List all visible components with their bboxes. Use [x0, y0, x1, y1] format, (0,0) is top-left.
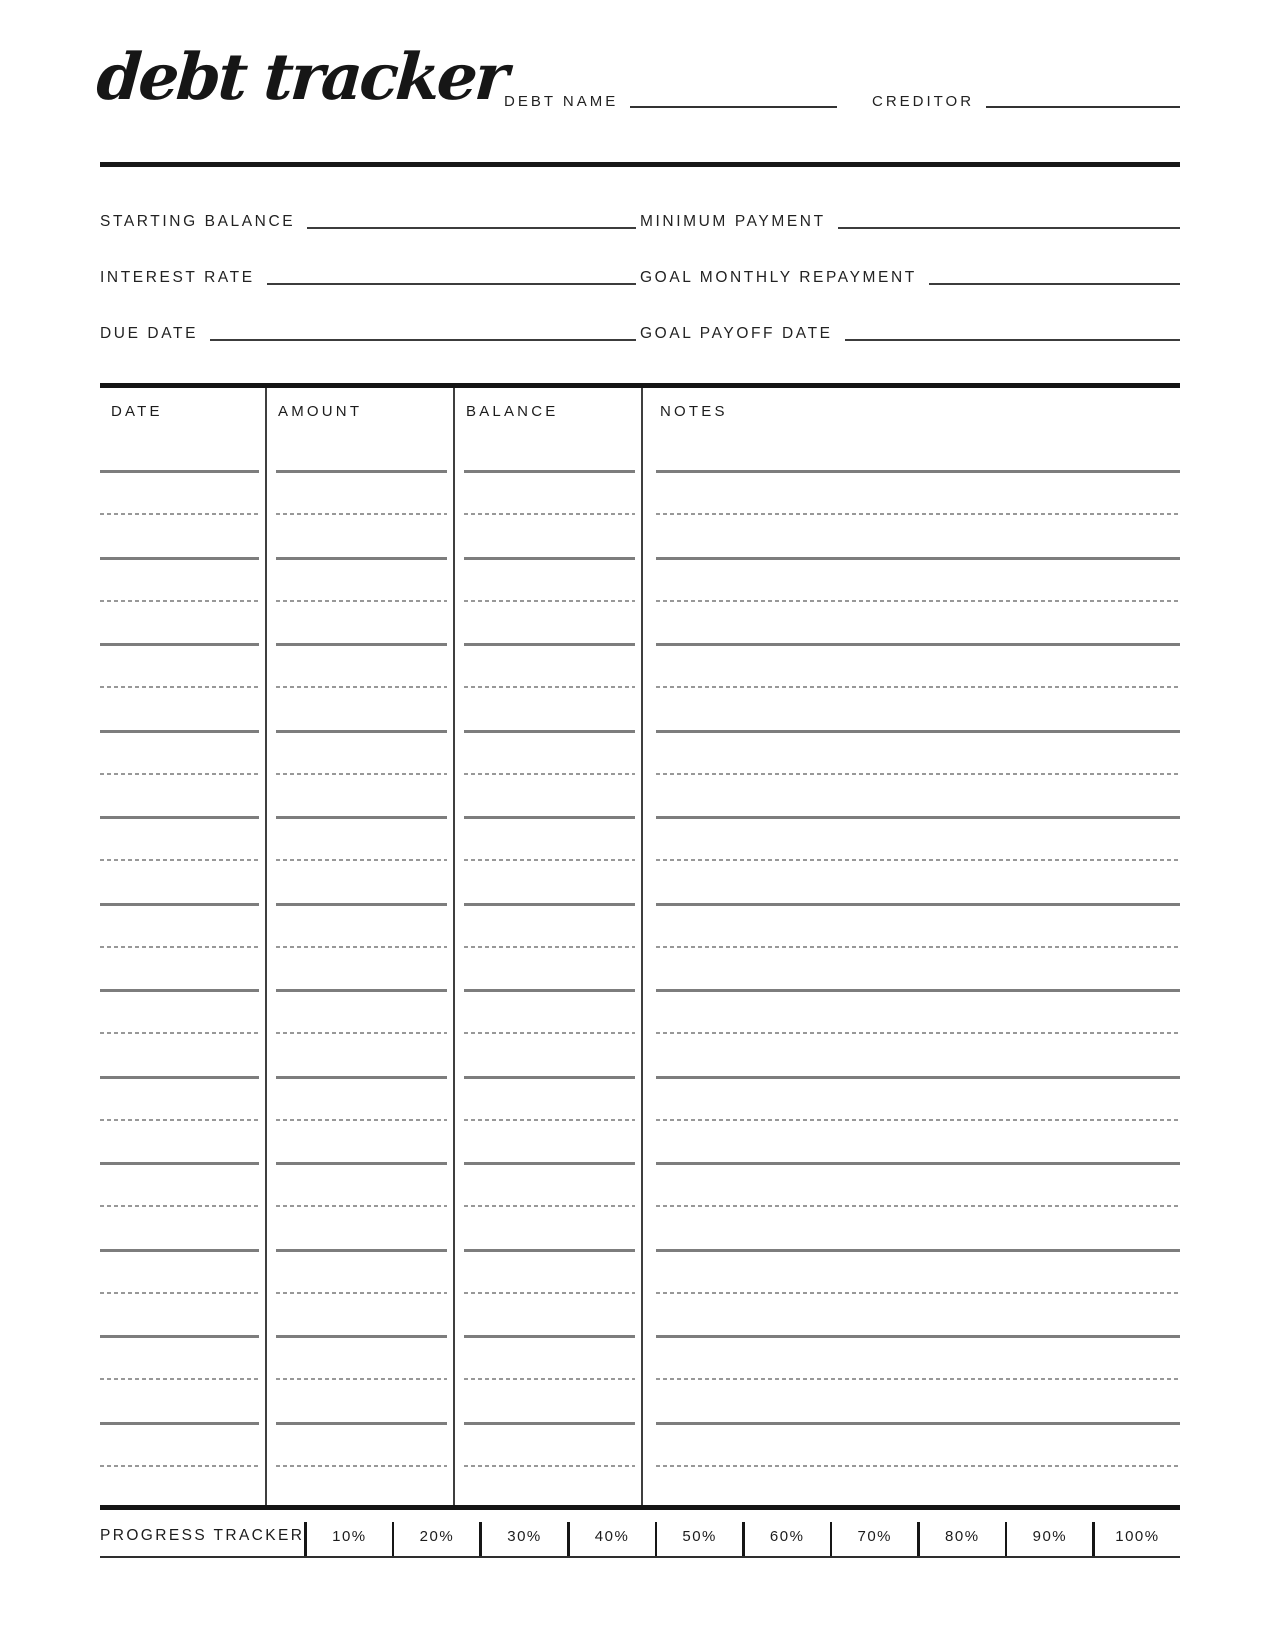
table-row-line — [656, 1422, 1180, 1425]
table-row-line — [100, 946, 259, 948]
table-row-line — [276, 557, 447, 560]
table-row-line — [100, 730, 259, 733]
due-date-line — [210, 339, 636, 341]
minimum-payment-line — [838, 227, 1180, 229]
table-row-line — [276, 1032, 447, 1034]
progress-tracker-label: PROGRESS TRACKER — [100, 1527, 305, 1544]
progress-step-100: 100% — [1115, 1527, 1160, 1545]
table-row-line — [464, 600, 635, 602]
table-row-line — [464, 859, 635, 861]
table-row-line — [100, 470, 259, 473]
table-row-line — [656, 730, 1180, 733]
table-row-line — [656, 773, 1180, 775]
table-row-line — [276, 859, 447, 861]
table-row-line — [656, 600, 1180, 602]
creditor-label: CREDITOR — [872, 93, 975, 110]
table-row-line — [464, 730, 635, 733]
interest-rate-line — [267, 283, 636, 285]
table-row-line — [100, 859, 259, 861]
page-title: debt tracker — [94, 40, 509, 115]
header-divider-rule — [100, 162, 1180, 167]
table-row-line — [276, 1292, 447, 1294]
table-column-balance — [455, 388, 643, 1505]
table-row-line — [656, 686, 1180, 688]
table-row-line — [464, 686, 635, 688]
table-row-line — [464, 989, 635, 992]
table-row-line — [656, 946, 1180, 948]
table-row-line — [276, 773, 447, 775]
column-header-balance: BALANCE — [466, 403, 559, 420]
table-row-line — [464, 816, 635, 819]
progress-step-90: 90% — [1032, 1527, 1068, 1545]
column-header-date: DATE — [111, 403, 163, 420]
due-date-field — [100, 320, 636, 344]
column-header-notes: NOTES — [660, 403, 728, 420]
table-row-line — [656, 1465, 1180, 1467]
table-row-line — [464, 1205, 635, 1207]
table-row-line — [464, 470, 635, 473]
table-row-line — [100, 1292, 259, 1294]
table-row-line — [464, 1465, 635, 1467]
table-row-line — [276, 1422, 447, 1425]
table-row-line — [276, 1335, 447, 1338]
table-row-line — [100, 513, 259, 515]
table-row-line — [464, 513, 635, 515]
table-row-line — [100, 1119, 259, 1121]
table-row-line — [656, 859, 1180, 861]
debt-name-label: DEBT NAME — [504, 93, 619, 110]
progress-tracker — [100, 1516, 1180, 1558]
table-row-line — [656, 1119, 1180, 1121]
table-row-line — [276, 903, 447, 906]
table-row-line — [656, 1205, 1180, 1207]
goal-payoff-date-field — [640, 320, 1180, 344]
table-row-line — [100, 557, 259, 560]
table-row-line — [464, 1076, 635, 1079]
goal-payoff-date-label: GOAL PAYOFF DATE — [640, 325, 833, 342]
table-row-line — [656, 557, 1180, 560]
table-row-line — [464, 1422, 635, 1425]
goal-monthly-repayment-label: GOAL MONTHLY REPAYMENT — [640, 269, 917, 286]
table-row-line — [100, 1378, 259, 1380]
table-row-line — [276, 1465, 447, 1467]
payments-table — [100, 383, 1180, 1510]
table-row-line — [100, 1032, 259, 1034]
debt-name-field — [504, 88, 837, 112]
table-row-line — [100, 1335, 259, 1338]
table-row-line — [276, 730, 447, 733]
table-row-line — [276, 1076, 447, 1079]
table-row-line — [276, 816, 447, 819]
starting-balance-line — [307, 227, 636, 229]
table-row-line — [464, 643, 635, 646]
minimum-payment-label: MINIMUM PAYMENT — [640, 213, 826, 230]
table-column-amount — [267, 388, 455, 1505]
table-row-line — [100, 1249, 259, 1252]
progress-step-80: 80% — [945, 1527, 980, 1545]
table-row-line — [464, 557, 635, 560]
creditor-field — [872, 88, 1180, 112]
table-row-line — [276, 1162, 447, 1165]
table-row-line — [464, 1119, 635, 1121]
table-row-line — [464, 1292, 635, 1294]
table-row-line — [656, 1378, 1180, 1380]
interest-rate-field — [100, 264, 636, 288]
debt-name-line — [630, 106, 837, 108]
table-row-line — [276, 600, 447, 602]
table-row-line — [100, 989, 259, 992]
progress-step-50: 50% — [682, 1527, 717, 1545]
column-header-amount: AMOUNT — [278, 403, 363, 420]
table-row-line — [656, 1076, 1180, 1079]
goal-monthly-repayment-field — [640, 264, 1180, 288]
table-row-line — [276, 1249, 447, 1252]
table-row-line — [100, 1162, 259, 1165]
table-row-line — [656, 513, 1180, 515]
table-row-line — [656, 1292, 1180, 1294]
table-row-line — [656, 1249, 1180, 1252]
table-row-line — [100, 1422, 259, 1425]
table-row-line — [100, 1205, 259, 1207]
progress-step-70: 70% — [857, 1527, 893, 1545]
progress-step-20: 20% — [419, 1527, 455, 1545]
table-row-line — [276, 513, 447, 515]
table-row-line — [276, 470, 447, 473]
table-row-line — [100, 1465, 259, 1467]
starting-balance-field — [100, 208, 636, 232]
progress-step-60: 60% — [769, 1527, 805, 1545]
table-row-line — [656, 1032, 1180, 1034]
table-row-line — [276, 686, 447, 688]
progress-step-10: 10% — [332, 1527, 367, 1545]
table-row-line — [100, 903, 259, 906]
due-date-label: DUE DATE — [100, 325, 199, 342]
goal-monthly-repayment-line — [929, 283, 1180, 285]
table-row-line — [276, 643, 447, 646]
table-row-line — [656, 643, 1180, 646]
table-column-date — [100, 388, 267, 1505]
table-row-line — [100, 686, 259, 688]
table-row-line — [464, 773, 635, 775]
table-row-line — [464, 1032, 635, 1034]
table-row-line — [464, 1249, 635, 1252]
table-row-line — [100, 600, 259, 602]
table-row-line — [276, 1205, 447, 1207]
starting-balance-label: STARTING BALANCE — [100, 213, 296, 230]
table-row-line — [100, 1076, 259, 1079]
table-row-line — [464, 946, 635, 948]
table-row-line — [656, 1162, 1180, 1165]
table-row-line — [656, 989, 1180, 992]
table-row-line — [464, 1162, 635, 1165]
progress-step-30: 30% — [507, 1527, 542, 1545]
goal-payoff-date-line — [845, 339, 1180, 341]
table-row-line — [100, 643, 259, 646]
table-row-line — [276, 946, 447, 948]
table-row-line — [100, 773, 259, 775]
table-row-line — [276, 989, 447, 992]
table-column-notes — [643, 388, 1180, 1505]
table-row-line — [100, 816, 259, 819]
creditor-line — [986, 106, 1180, 108]
table-row-line — [656, 1335, 1180, 1338]
progress-step-40: 40% — [594, 1527, 630, 1545]
minimum-payment-field — [640, 208, 1180, 232]
table-row-line — [656, 470, 1180, 473]
table-row-line — [464, 903, 635, 906]
table-row-line — [276, 1378, 447, 1380]
table-row-line — [464, 1335, 635, 1338]
table-row-line — [276, 1119, 447, 1121]
table-row-line — [656, 816, 1180, 819]
table-row-line — [464, 1378, 635, 1380]
interest-rate-label: INTEREST RATE — [100, 269, 255, 286]
table-row-line — [656, 903, 1180, 906]
